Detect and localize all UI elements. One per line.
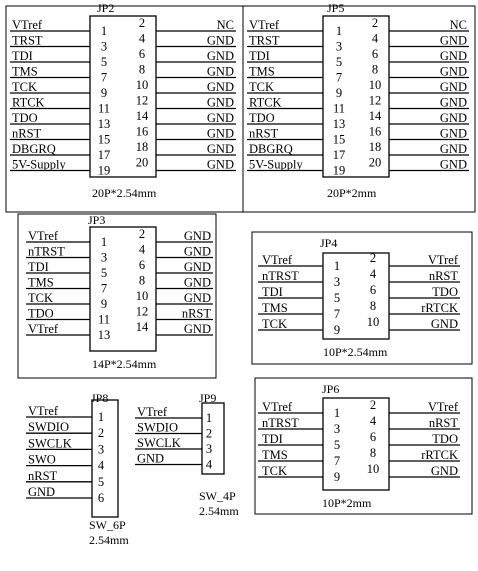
pin-number: 10 (368, 78, 382, 92)
signal-label: GND (439, 49, 467, 63)
signal-label: nTRST (262, 416, 299, 430)
signal-label: GND (183, 244, 211, 259)
connector-title: JP4 (320, 236, 338, 250)
connector-caption: 14P*2.54mm (92, 357, 157, 371)
signal-label: NC (216, 18, 234, 32)
signal-label: NC (449, 18, 467, 32)
signal-label: TDI (28, 260, 49, 274)
pin-number: 3 (333, 275, 341, 289)
signal-label: GND (183, 275, 211, 290)
pin-number: 2 (138, 16, 146, 30)
pin-number: 2 (138, 227, 146, 241)
pin-number: 13 (97, 117, 111, 131)
connector-jp2 (6, 1, 243, 212)
pin-number: 15 (97, 132, 111, 147)
pin-number: 10 (366, 462, 380, 476)
pin-number: 16 (368, 124, 382, 139)
signal-label: TDO (249, 111, 275, 125)
connector-jp6 (255, 378, 472, 514)
signal-label: TRST (249, 33, 280, 48)
connector-caption: SW_6P (89, 518, 126, 532)
signal-label: GND (183, 291, 211, 305)
pin-number: 5 (97, 474, 105, 489)
connector-caption: 10P*2mm (322, 496, 372, 510)
pin-number: 2 (371, 16, 379, 30)
signal-label: TDI (262, 432, 283, 446)
signal-label: GND (206, 95, 234, 110)
pin-number: 14 (135, 320, 149, 334)
signal-label: VTref (427, 253, 458, 267)
signal-label: SWO (28, 452, 56, 467)
pin-number: 5 (100, 55, 108, 69)
pin-number: 13 (97, 328, 111, 342)
signal-label: TCK (262, 464, 287, 478)
pin-number: 7 (333, 307, 341, 321)
pin-number: 3 (205, 442, 213, 456)
signal-label: GND (206, 111, 234, 125)
pin-number: 14 (135, 109, 149, 123)
signal-label: GND (206, 64, 234, 79)
pin-number: 4 (205, 457, 213, 472)
pin-number: 9 (100, 297, 108, 311)
signal-label: TMS (262, 301, 288, 315)
pin-number: 3 (97, 442, 105, 457)
connector-title: JP6 (322, 382, 340, 396)
pin-number: 5 (335, 55, 343, 69)
pin-number: 3 (333, 422, 341, 436)
signal-label: nRST (28, 468, 58, 483)
signal-label: TDI (249, 49, 270, 63)
pin-number: 18 (368, 140, 382, 154)
pin-number: 1 (205, 411, 213, 425)
signal-label: TMS (249, 64, 275, 79)
connector-title: JP5 (327, 1, 345, 15)
signal-label: GND (439, 33, 467, 48)
pin-number: 16 (135, 124, 149, 139)
signal-label: GND (183, 322, 211, 336)
pin-number: 17 (97, 148, 111, 162)
signal-label: TCK (249, 80, 274, 94)
pin-number: 10 (366, 315, 380, 329)
pin-number: 2 (369, 398, 377, 412)
connector-caption: 2.54mm (89, 533, 129, 547)
signal-label: TDO (432, 432, 458, 446)
pin-number: 12 (135, 93, 149, 108)
pin-number: 1 (335, 24, 343, 38)
signal-label: GND (206, 142, 234, 156)
connector-caption: 20P*2mm (327, 186, 377, 200)
signal-label: nTRST (262, 269, 299, 283)
signal-label: nTRST (28, 244, 65, 259)
connector-caption: 20P*2.54mm (92, 186, 157, 200)
pin-number: 6 (138, 47, 146, 61)
signal-label: nRST (428, 416, 458, 430)
signal-label: TDI (262, 285, 283, 299)
signal-label: TMS (262, 448, 288, 462)
signal-label: VTref (427, 400, 458, 414)
signal-label: VTref (28, 229, 59, 243)
pin-number: 7 (100, 281, 108, 296)
connector-title: JP3 (88, 213, 106, 227)
pin-number: 5 (100, 266, 108, 280)
pin-number: 2 (369, 251, 377, 265)
pin-number: 1 (100, 24, 108, 38)
signal-label: GND (206, 33, 234, 48)
pin-number: 9 (335, 86, 343, 100)
pin-number: 20 (368, 155, 382, 170)
signal-label: TCK (262, 317, 287, 331)
pin-number: 12 (135, 304, 149, 319)
pin-number: 3 (335, 39, 343, 54)
signal-label: GND (206, 157, 234, 172)
signal-label: GND (206, 49, 234, 63)
signal-label: nRST (12, 126, 42, 141)
signal-label: GND (183, 229, 211, 243)
pin-number: 15 (332, 132, 346, 147)
signal-label: TDO (432, 285, 458, 299)
connector-title: JP8 (91, 391, 109, 405)
pin-number: 4 (138, 31, 146, 46)
signal-label: 5V-Supply (249, 157, 303, 172)
signal-label: TMS (12, 64, 38, 79)
pin-number: 11 (97, 101, 111, 116)
pin-number: 1 (333, 406, 341, 420)
connector-jp9 (135, 391, 239, 518)
pin-number: 3 (100, 39, 108, 54)
pin-number: 9 (333, 470, 341, 484)
pin-number: 9 (333, 323, 341, 337)
signal-label: RTCK (12, 95, 45, 110)
connector-caption: SW_4P (199, 489, 236, 503)
pin-number: 6 (369, 283, 377, 297)
pin-number: 10 (135, 78, 149, 92)
signal-label: TDO (12, 111, 38, 125)
pin-number: 4 (138, 242, 146, 257)
pin-number: 6 (97, 491, 105, 505)
pin-number: 11 (97, 312, 111, 327)
signal-label: GND (430, 464, 458, 478)
pin-number: 1 (97, 410, 105, 424)
pin-number: 10 (135, 289, 149, 303)
signal-label: VTref (262, 253, 293, 267)
connector-jp3 (18, 213, 216, 378)
signal-label: GND (439, 64, 467, 79)
signal-label: VTref (262, 400, 293, 414)
pin-number: 1 (333, 259, 341, 273)
connector-caption: 2.54mm (199, 504, 239, 518)
pin-number: 14 (368, 109, 382, 123)
signal-label: VTref (137, 405, 168, 419)
connector-title: JP9 (199, 391, 217, 405)
pin-number: 3 (100, 250, 108, 265)
signal-label: 5V-Supply (12, 157, 66, 172)
signal-label: SWDIO (137, 420, 178, 435)
signal-label: VTref (28, 404, 59, 418)
signal-label: GND (28, 485, 56, 499)
pin-number: 8 (371, 62, 379, 77)
signal-label: DBGRQ (249, 142, 293, 156)
signal-label: rRTCK (421, 301, 458, 315)
pin-number: 20 (135, 155, 149, 170)
pin-number: 4 (97, 458, 105, 473)
pin-number: 4 (369, 414, 377, 428)
pin-number: 19 (332, 163, 346, 178)
pin-number: 9 (100, 86, 108, 100)
pin-number: 6 (138, 258, 146, 272)
signal-label: GND (439, 95, 467, 110)
pin-number: 13 (332, 117, 346, 131)
signal-label: nRST (428, 269, 458, 283)
pin-number: 12 (368, 93, 382, 108)
signal-label: GND (439, 142, 467, 156)
connector-title: JP2 (97, 1, 115, 15)
signal-label: TMS (28, 275, 54, 290)
signal-label: GND (206, 80, 234, 94)
pin-number: 1 (100, 235, 108, 249)
signal-label: VTref (28, 322, 59, 336)
signal-label: TDI (12, 49, 33, 63)
signal-label: GND (183, 260, 211, 274)
pin-number: 8 (369, 446, 377, 460)
signal-label: rRTCK (421, 448, 458, 462)
pin-number: 6 (369, 430, 377, 444)
pin-number: 2 (205, 426, 213, 441)
signal-label: GND (430, 317, 458, 331)
signal-label: RTCK (249, 95, 282, 110)
pin-number: 5 (333, 438, 341, 452)
connector-jp5 (243, 1, 475, 212)
pin-number: 6 (371, 47, 379, 61)
pin-number: 5 (333, 291, 341, 305)
signal-label: SWDIO (28, 420, 69, 435)
signal-label: TCK (12, 80, 37, 94)
pin-number: 7 (100, 70, 108, 85)
signal-label: SWCLK (28, 436, 72, 451)
signal-label: TRST (12, 33, 43, 48)
signal-label: TDO (28, 306, 54, 321)
pin-number: 8 (138, 273, 146, 288)
pin-number: 18 (135, 140, 149, 154)
pin-number: 4 (369, 267, 377, 281)
pin-number: 4 (371, 31, 379, 46)
signal-label: GND (137, 451, 165, 466)
signal-label: GND (439, 157, 467, 172)
signal-label: VTref (12, 18, 43, 32)
header-body (92, 400, 118, 517)
signal-label: DBGRQ (12, 142, 56, 156)
signal-label: SWCLK (137, 436, 181, 450)
pin-number: 8 (138, 62, 146, 77)
signal-label: GND (439, 126, 467, 141)
pin-number: 17 (332, 148, 346, 162)
connector-jp4 (252, 232, 472, 364)
signal-label: GND (439, 111, 467, 125)
pin-number: 2 (97, 426, 105, 441)
pin-number: 11 (332, 101, 346, 116)
signal-label: nRST (181, 306, 211, 321)
pin-number: 19 (97, 163, 111, 178)
pin-number: 7 (335, 70, 343, 85)
pin-number: 8 (369, 299, 377, 313)
signal-label: GND (206, 126, 234, 141)
pin-number: 7 (333, 454, 341, 468)
signal-label: nRST (249, 126, 279, 141)
signal-label: VTref (249, 18, 280, 32)
connector-jp8 (26, 391, 129, 547)
connector-caption: 10P*2.54mm (323, 345, 388, 359)
signal-label: GND (439, 80, 467, 94)
signal-label: TCK (28, 291, 53, 305)
